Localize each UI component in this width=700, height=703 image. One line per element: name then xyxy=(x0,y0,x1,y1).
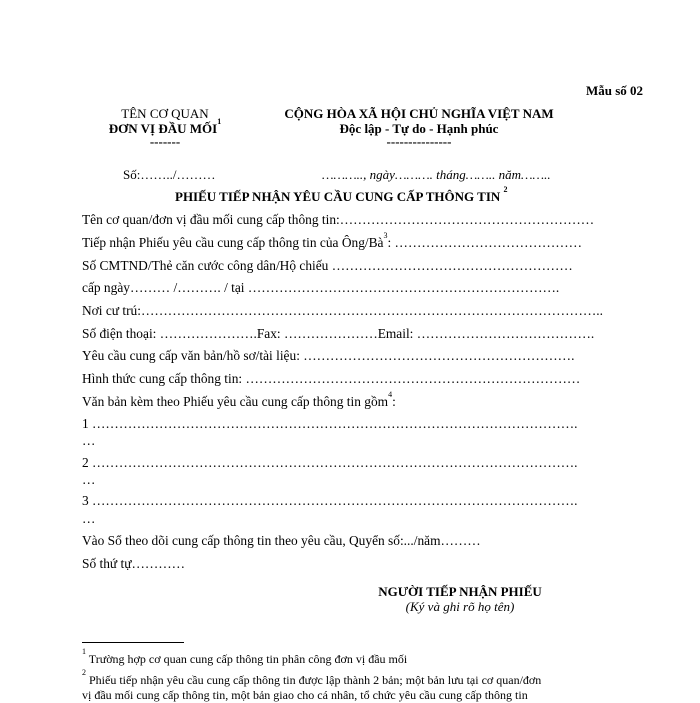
motto-block xyxy=(270,106,568,148)
footnote-ref-4: 4 xyxy=(388,389,393,399)
footnote-separator xyxy=(82,642,184,643)
attachment-item-2: 2 ………………………………………………………………………………………………. xyxy=(82,455,578,470)
field-phone: Số điện thoại: ………………….Fax: …………………Email: …………………………………. xyxy=(82,326,595,341)
attachment-item-3-cont: … xyxy=(82,511,96,526)
footnote-ref-2: 2 xyxy=(503,184,508,194)
signature-note: (Ký và ghi rõ họ tên) xyxy=(405,599,515,614)
agency-block xyxy=(100,106,230,148)
attachment-item-1-cont: … xyxy=(82,433,96,448)
document-number: Số:……../……… xyxy=(123,167,216,182)
attachment-item-2-cont: … xyxy=(82,472,96,487)
field-log-book: Vào Sổ theo dõi cung cấp thông tin theo yêu cầu, Quyển số:.../năm……… xyxy=(82,533,481,548)
field-agency-name: Tên cơ quan/đơn vị đầu mối cung cấp thông tin:………………………………………………… xyxy=(82,212,595,227)
field-attachments: Văn bản kèm theo Phiếu yêu cầu cung cấp thông tin gồm$^4$: xyxy=(82,389,396,409)
footnote-2: $^2$ Phiếu tiếp nhận yêu cầu cung cấp thông tin được lập thành 2 bản; một bản lưu tại cơ quan/đơn vị đầu mối cung cấp thông tin, một bản giao cho cá nhân, tổ chức yêu cầu cung cấp thông tin xyxy=(82,668,542,702)
agency-dash: ------- xyxy=(149,134,181,149)
field-request-docs: Yêu cầu cung cấp văn bản/hồ sơ/tài liệu: ……………………………………………………. xyxy=(82,348,575,363)
field-receive-from: Tiếp nhận Phiếu yêu cầu cung cấp thông tin của Ông/$Bà^3$: …………………………………… xyxy=(82,230,583,250)
field-id-number: Số CMTND/Thẻ căn cước công dân/Hộ chiếu ……………………………………………… xyxy=(82,258,573,273)
national-motto: Độc lập - Tự do - Hạnh phúc xyxy=(339,121,499,136)
form-title: PHIẾU TIẾP NHẬN YÊU CẦU CUNG CẤP THÔNG TIN $^2$ xyxy=(175,184,508,204)
footnote-2-line2: vị đầu mối cung cấp thông tin, một bản giao cho cá nhân, tổ chức yêu cầu cung cấp thông tin xyxy=(82,688,528,702)
agency-unit-line: ĐƠN VỊ ĐẦU MỐI$^1$ xyxy=(108,116,222,136)
field-issued: cấp ngày……… /………. / tại ……………………………………………………………. xyxy=(82,280,560,295)
attachment-item-3: 3 ………………………………………………………………………………………………. xyxy=(82,493,578,508)
signature-title: NGƯỜI TIẾP NHẬN PHIẾU xyxy=(378,584,542,599)
field-residence: Nơi cư trú:………………………………………………………………………………………….. xyxy=(82,303,603,318)
footnote-1: $^1$ Trường hợp cơ quan cung cấp thông tin phân công đơn vị đầu mối xyxy=(82,647,408,666)
field-method: Hình thức cung cấp thông tin: ………………………………………………………………… xyxy=(82,371,581,386)
date-line: ……….., ngày………. tháng…….. năm…….. xyxy=(322,167,551,182)
form-number: Mẫu số 02 xyxy=(586,83,644,98)
field-order-number: Số thứ tự………… xyxy=(82,556,186,571)
footnote-ref-3: 3 xyxy=(383,230,388,240)
footnote-ref-1: 1 xyxy=(217,116,222,126)
motto-dash: --------------- xyxy=(386,134,452,149)
national-title: CỘNG HÒA XÃ HỘI CHỦ NGHĨA VIỆT NAM xyxy=(284,106,554,121)
agency-name-line: TÊN CƠ QUAN xyxy=(121,106,209,121)
signature-block xyxy=(340,584,580,614)
attachment-item-1: 1 ………………………………………………………………………………………………. xyxy=(82,416,578,431)
